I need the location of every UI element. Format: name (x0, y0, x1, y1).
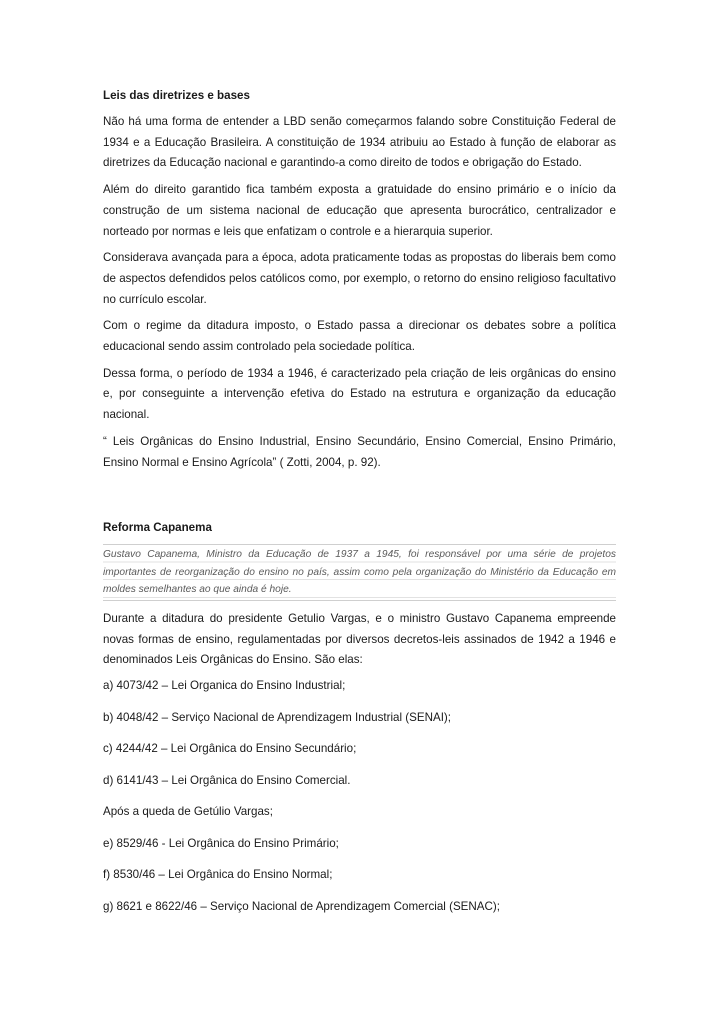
paragraph: Dessa forma, o período de 1934 a 1946, é caracterizado pela criação de leis orgânicas do ensino e, por conseguinte a intervenção efetiva do Estado na estrutura e organização da educação nacional. (103, 366, 616, 422)
list-item: c) 4244/42 – Lei Orgânica do Ensino Secundário; (103, 742, 357, 756)
list-item: g) 8621 e 8622/46 – Serviço Nacional de Aprendizagem Comercial (SENAC); (103, 899, 500, 913)
list-item: d) 6141/43 – Lei Orgânica do Ensino Comercial. (103, 773, 351, 787)
paragraph: Com o regime da ditadura imposto, o Estado passa a direcionar os debates sobre a política educacional sendo assim controlado pela sociedade política. (103, 319, 616, 354)
paragraph: Além do direito garantido fica também exposta a gratuidade do ensino primário e o início da construção de um sistema nacional de educação que apresenta burocrático, centralizador e norteado por normas e leis que enfatizam o controle e a hierarquia superior. (103, 183, 616, 238)
quote-paragraph: “ Leis Orgânicas do Ensino Industrial, Ensino Secundário, Ensino Comercial, Ensino Primário, Ensino Normal e Ensino Agrícola” ( Zotti, 2004, p. 92). (103, 434, 616, 469)
list-item: Após a queda de Getúlio Vargas; (103, 805, 273, 819)
document-page (103, 88, 616, 929)
list-item: b) 4048/42 – Serviço Nacional de Aprendizagem Industrial (SENAI); (103, 710, 451, 724)
paragraph-intro: Durante a ditadura do presidente Getulio Vargas, e o ministro Gustavo Capanema empreende novas formas de ensino, regulamentadas por diversos decretos-leis assinados de 1942 a 1946 e denominados Leis Orgânicas do Ensino. São elas: (103, 612, 616, 667)
capanema-caption: Gustavo Capanema, Ministro da Educação de 1937 a 1945, foi responsável por uma série de projetos importantes de reorganização do ensino no país, assim como pela organização do Ministério da Educação em moldes semelhantes ao que ainda é hoje. (103, 544, 616, 601)
section-heading-lbd: Leis das diretrizes e bases (103, 89, 250, 102)
list-item: e) 8529/46 - Lei Orgânica do Ensino Primário; (103, 836, 339, 850)
section-gap (103, 479, 616, 520)
paragraph: Considerava avançada para a época, adota praticamente todas as propostas do liberais bem como de aspectos defendidos pelos católicos como, por exemplo, o retorno do ensino religioso facultativo no currículo escolar. (103, 251, 616, 306)
section-heading-capanema: Reforma Capanema (103, 521, 212, 535)
paragraph: Não há uma forma de entender a LBD senão começarmos falando sobre Constituição Federal de 1934 e a Educação Brasileira. A constituição de 1934 atribuiu ao Estado à função de elaborar as diretrizes da Educação nacional e garantindo-a como direito de todos e obrigação do Estado. (103, 115, 616, 170)
list-item: f) 8530/46 – Lei Orgânica do Ensino Normal; (103, 868, 333, 882)
list-item: a) 4073/42 – Lei Organica do Ensino Industrial; (103, 679, 346, 693)
